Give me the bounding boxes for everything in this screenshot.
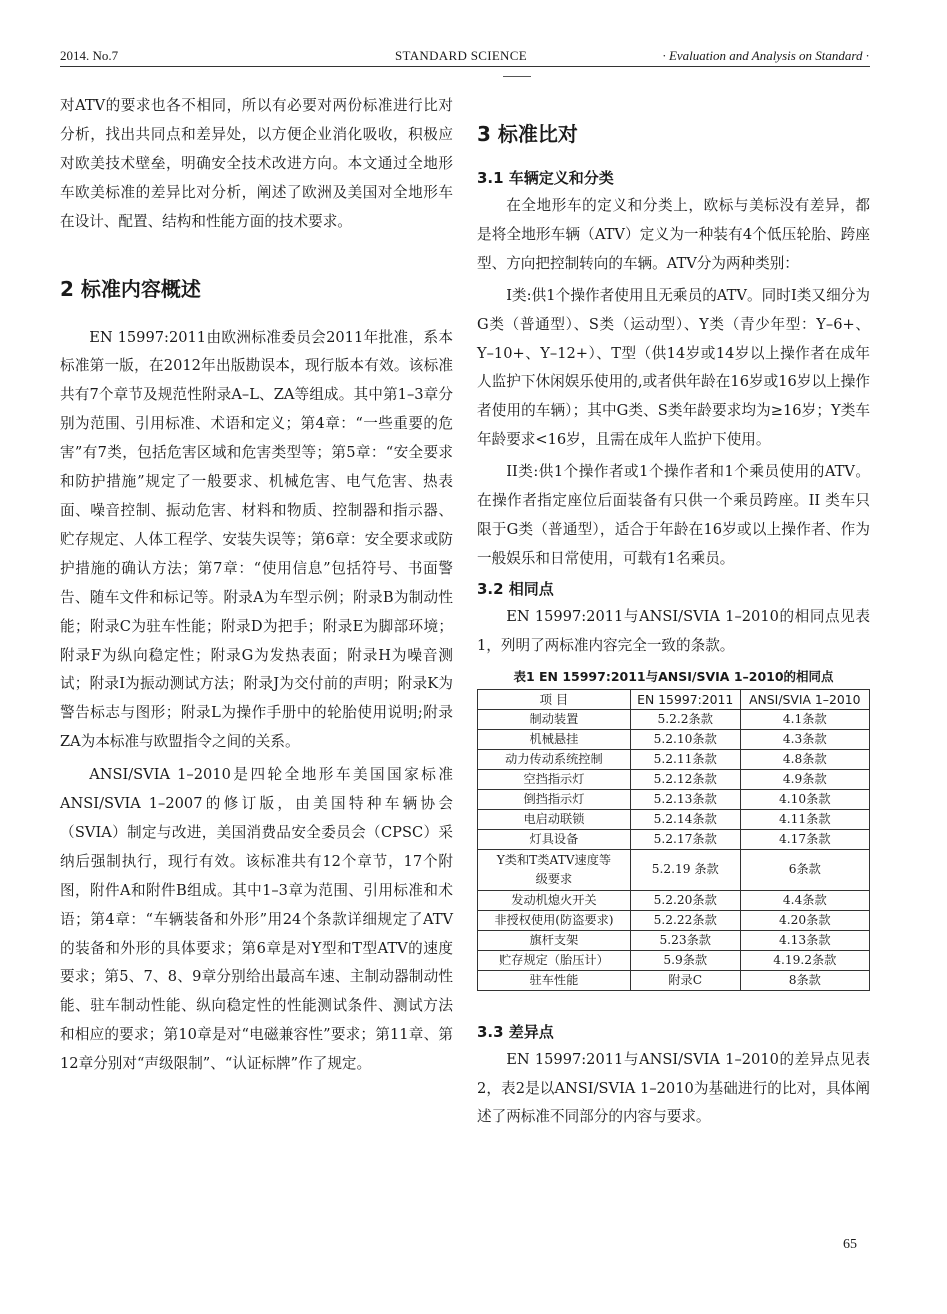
table-cell: 4.1条款 bbox=[740, 709, 869, 729]
page-number: 65 bbox=[843, 1237, 857, 1252]
issue-label: 2014. No.7 bbox=[60, 48, 119, 63]
table-row bbox=[478, 930, 870, 950]
table-row bbox=[478, 729, 870, 749]
section-3-2-paragraph: EN 15997:2011与ANSI/SVIA 1–2010的相同点见表1，列明了两标准内容完全一致的条款。 bbox=[477, 607, 870, 654]
table-header-item: 项 目 bbox=[478, 689, 631, 709]
table-1 bbox=[477, 689, 870, 991]
table-cell: 4.20条款 bbox=[740, 910, 869, 930]
table-cell: 电启动联锁 bbox=[478, 809, 631, 829]
table-cell: Y类和T类ATV速度等级要求 bbox=[478, 849, 631, 890]
table-cell: 灯具设备 bbox=[478, 829, 631, 849]
table-header-ansi: ANSI/SVIA 1–2010 bbox=[740, 689, 869, 709]
table-cell: 5.2.14条款 bbox=[630, 809, 740, 829]
table-cell: 5.2.2条款 bbox=[630, 709, 740, 729]
table-row bbox=[478, 950, 870, 970]
table-row bbox=[478, 809, 870, 829]
table-cell: 发动机熄火开关 bbox=[478, 890, 631, 910]
section-3-1-paragraph-3: II类:供1个操作者或1个操作者和1个乘员使用的ATV。在操作者指定座位后面装备有只供一个乘员跨座。II 类车只限于G类（普通型），适合于年龄在16岁或以上操作者、作为一般娱乐和日常使用，可载有1名乘员。 bbox=[477, 463, 870, 567]
table-cell: 倒挡指示灯 bbox=[478, 789, 631, 809]
table-1-caption: 表1 EN 15997:2011与ANSI/SVIA 1–2010的相同点 bbox=[513, 668, 834, 684]
table-cell: 空挡指示灯 bbox=[478, 769, 631, 789]
table-header-row bbox=[478, 689, 870, 709]
table-row bbox=[478, 789, 870, 809]
section-2-paragraph-1: EN 15997:2011由欧洲标准委员会2011年批准，系本标准第一版，在2012年出版勘误本，现行版本有效。该标准共有7个章节及规范性附录A–L、ZA等组成。其中第1–3章分别为范围、引用标准、术语和定义；第4章：“一些重要的危害”有7类，包括危害区域和危害类型等；第5章：“安全要求和防护措施”规定了一般要求、机械危害、电气危害、热表面、噪音控制、振动危害、材料和物质、控制器和指示器、贮存规定、人体工程学、安装失误等；第6章：安全要求或防护措施的确认方法；第7章：“使用信息”包括符号、书面警告、随车文件和标记等。附录A为车型示例；附录B为制动性能；附录C为驻车性能；附录D为把手；附录E为脚部环境；附录F为纵向稳定性；附录G为发热表面；附录H为噪音测试；附录I为振动测试方法；附录J为交付前的声明；附录K为警告标志与图形；附录L为操作手册中的轮胎使用说明;附录ZA为本标准与欧盟指令之间的关系。 bbox=[60, 328, 453, 751]
table-cell: 5.2.17条款 bbox=[630, 829, 740, 849]
table-cell: 动力传动系统控制 bbox=[478, 749, 631, 769]
table-cell: 5.2.10条款 bbox=[630, 729, 740, 749]
table-cell: 4.11条款 bbox=[740, 809, 869, 829]
header-rule bbox=[60, 66, 870, 67]
section-3-1-paragraph-2: I类:供1个操作者使用且无乘员的ATV。同时I类又细分为G类（普通型）、S类（运动型）、Y类（青少年型：Y–6+、Y–10+、Y–12+）、T型（供14岁或14岁以上操作者在成年人监护下休闲娱乐使用的,或者供年龄在16岁或16岁以上操作者使用的车辆）；其中G类、S类年龄要求均为≥16岁；Y类车年龄要求<16岁，且需在成年人监护下使用。 bbox=[477, 286, 870, 449]
table-cell: 5.2.11条款 bbox=[630, 749, 740, 769]
table-cell: 4.17条款 bbox=[740, 829, 869, 849]
table-cell: 8条款 bbox=[740, 970, 869, 990]
table-cell: 驻车性能 bbox=[478, 970, 631, 990]
table-cell: 5.2.20条款 bbox=[630, 890, 740, 910]
table-cell: 制动装置 bbox=[478, 709, 631, 729]
table-cell: 旗杆支架 bbox=[478, 930, 631, 950]
table-cell: 4.4条款 bbox=[740, 890, 869, 910]
section-2-heading: 2 标准内容概述 bbox=[60, 276, 201, 301]
section-3-3-heading: 3.3 差异点 bbox=[477, 1022, 554, 1041]
table-cell: 4.19.2条款 bbox=[740, 950, 869, 970]
table-cell: 5.2.12条款 bbox=[630, 769, 740, 789]
table-row bbox=[478, 890, 870, 910]
column-title: · Evaluation and Analysis on Standard · bbox=[662, 48, 869, 63]
table-cell: 5.2.13条款 bbox=[630, 789, 740, 809]
table-row bbox=[478, 769, 870, 789]
table-cell: 6条款 bbox=[740, 849, 869, 890]
table-row bbox=[478, 829, 870, 849]
section-3-3-paragraph: EN 15997:2011与ANSI/SVIA 1–2010的差异点见表2，表2是以ANSI/SVIA 1–2010为基础进行的比对，具体阐述了两标准不同部分的内容与要求。 bbox=[477, 1050, 870, 1126]
right-column bbox=[477, 92, 870, 1132]
table-cell: 机械悬挂 bbox=[478, 729, 631, 749]
table-cell: 5.2.19 条款 bbox=[630, 849, 740, 890]
table-row bbox=[478, 910, 870, 930]
table-cell: 4.13条款 bbox=[740, 930, 869, 950]
table-cell: 4.10条款 bbox=[740, 789, 869, 809]
table-header-en: EN 15997:2011 bbox=[630, 689, 740, 709]
section-3-1-heading: 3.1 车辆定义和分类 bbox=[477, 169, 614, 187]
section-2-paragraph-2: ANSI/SVIA 1–2010是四轮全地形车美国国家标准ANSI/SVIA 1–2007的修订版，由美国特种车辆协会（SVIA）制定与改进，美国消费品安全委员会（CPSC）采纳后强制执行，现行有效。该标准共有12个章节，17个附图，附件A和附件B组成。其中1–3章为范围、引用标准和术语；第4章：“车辆装备和外形”用24个条款详细规定了ATV的装备和外形的具体要求；第6章是对Y型和T型ATV的速度要求；第5、7、8、9章分别给出最高车速、主制动器制动性能、驻车制动性能、纵向稳定性的性能测试条件、测试方法和相应的要求；第10章是对“电磁兼容性”要求；第11章、第12章分别对“声级限制”、“认证标牌”作了规定。 bbox=[60, 766, 453, 1073]
table-cell: 4.9条款 bbox=[740, 769, 869, 789]
table-cell: 贮存规定（胎压计） bbox=[478, 950, 631, 970]
table-row bbox=[478, 970, 870, 990]
left-column bbox=[60, 92, 453, 1079]
header-tick bbox=[503, 76, 531, 77]
table-cell: 4.3条款 bbox=[740, 729, 869, 749]
table-cell: 5.9条款 bbox=[630, 950, 740, 970]
intro-paragraph: 对ATV的要求也各不相同，所以有必要对两份标准进行比对分析，找出共同点和差异处，以方便企业消化吸收，积极应对欧美技术壁垒，明确安全技术改进方向。本文通过全地形车欧美标准的差异比对分析，阐述了欧洲及美国对全地形车在设计、配置、结构和性能方面的技术要求。 bbox=[60, 97, 453, 230]
section-3-1-paragraph-1: 在全地形车的定义和分类上，欧标与美标没有差异，都是将全地形车辆（ATV）定义为一种装有4个低压轮胎、跨座型、方向把控制转向的车辆。ATV分为两种类别： bbox=[477, 197, 870, 272]
table-cell: 附录C bbox=[630, 970, 740, 990]
table-cell: 5.23条款 bbox=[630, 930, 740, 950]
section-3-2-heading: 3.2 相同点 bbox=[477, 579, 554, 598]
section-3-heading: 3 标准比对 bbox=[477, 122, 578, 146]
table-row bbox=[478, 749, 870, 769]
table-cell: 5.2.22条款 bbox=[630, 910, 740, 930]
journal-title: STANDARD SCIENCE bbox=[395, 48, 527, 63]
table-row bbox=[478, 709, 870, 729]
table-cell: 非授权使用(防盗要求) bbox=[478, 910, 631, 930]
table-row bbox=[478, 849, 870, 890]
table-cell: 4.8条款 bbox=[740, 749, 869, 769]
